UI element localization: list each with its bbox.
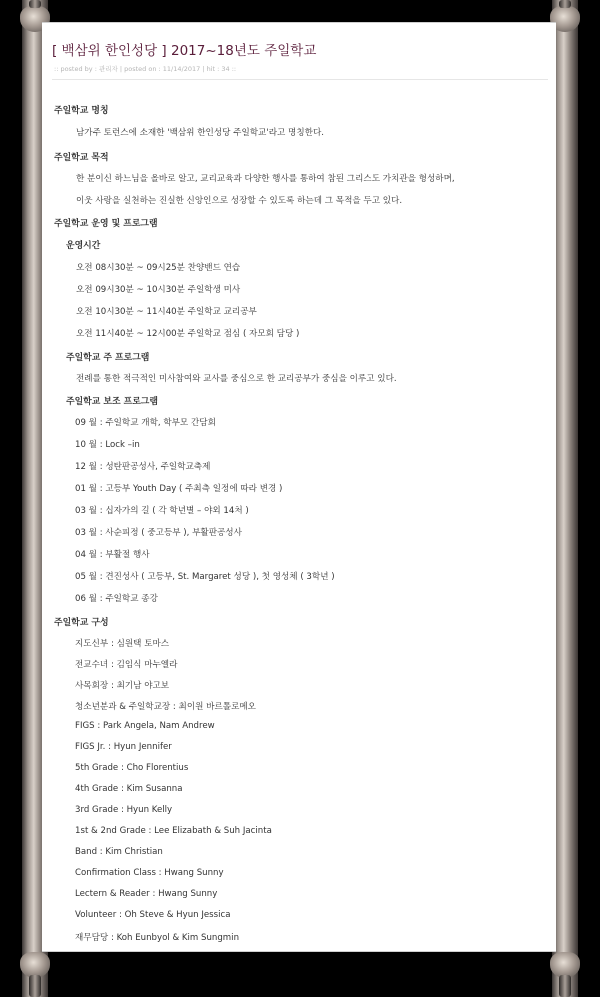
aux-program-item: 12 월 : 성탄판공성사, 주일학교축제 (75, 462, 211, 472)
section-text-purpose-line: 한 분이신 하느님을 올바로 알고, 교리교육과 다양한 행사를 통하여 참된 그리스도 가치관을 형성하며, (76, 174, 455, 184)
staff-item: 재무담당 : Koh Eunbyol & Kim Sungmin (75, 933, 240, 943)
post-meta: :: posted by : 관리자 | posted on : 11/14/2017 | hit : 34 :: (54, 65, 237, 73)
staff-item: Band : Kim Christian (75, 847, 163, 857)
section-heading-purpose: 주일학교 목적 (54, 153, 109, 163)
section-heading-name: 주일학교 명칭 (54, 106, 109, 116)
subheading-hours: 운영시간 (66, 241, 101, 251)
aux-program-item: 10 월 : Lock –in (75, 440, 140, 450)
staff-item: 전교수녀 : 김임식 마누엘라 (75, 660, 178, 670)
staff-item: 3rd Grade : Hyun Kelly (75, 805, 173, 815)
aux-program-item: 04 월 : 부활절 행사 (75, 550, 150, 560)
subheading-main-program: 주일학교 주 프로그램 (66, 353, 150, 363)
section-text-purpose-line: 이웃 사랑을 실천하는 진실한 신앙인으로 성장할 수 있도록 하는데 그 목적을 두고 있다. (76, 196, 403, 206)
staff-item: 5th Grade : Cho Florentius (75, 763, 189, 773)
aux-program-item: 06 월 : 주일학교 종강 (75, 594, 158, 604)
scroll-paper (42, 22, 556, 952)
staff-item: 1st & 2nd Grade : Lee Elizabath & Suh Jacinta (75, 826, 272, 836)
aux-program-item: 03 월 : 십자가의 길 ( 각 학년별 – 야외 14처 ) (75, 506, 249, 516)
hours-item: 오전 09시30분 ~ 10시30분 주일학생 미사 (76, 285, 241, 295)
staff-item: Confirmation Class : Hwang Sunny (75, 868, 224, 878)
staff-item: 청소년분과 & 주일학교장 : 최이원 바르톨로메오 (75, 702, 256, 712)
staff-item: FIGS : Park Angela, Nam Andrew (75, 721, 215, 731)
staff-item: Lectern & Reader : Hwang Sunny (75, 889, 218, 899)
staff-item: FIGS Jr. : Hyun Jennifer (75, 742, 172, 752)
staff-item: 4th Grade : Kim Susanna (75, 784, 183, 794)
main-program-text: 전례를 통한 적극적인 미사참여와 교사를 중심으로 한 교리공부가 중심을 이루고 있다. (76, 374, 397, 384)
title-divider (52, 79, 548, 80)
section-text-name: 남가주 토런스에 소재한 '백삼위 한인성당 주일학교'라고 명칭한다. (76, 128, 324, 138)
aux-program-item: 09 월 : 주일학교 개학, 학부모 간담회 (75, 418, 216, 428)
staff-item: Volunteer : Oh Steve & Hyun Jessica (75, 910, 231, 920)
scroll-tip-top-right (559, 0, 571, 8)
aux-program-item: 01 월 : 고등부 Youth Day ( 주최측 일정에 따라 변경 ) (75, 484, 283, 494)
scroll-tip-bottom-right (559, 975, 571, 997)
section-heading-program: 주일학교 운영 및 프로그램 (54, 219, 158, 229)
hours-item: 오전 10시30분 ~ 11시40분 주일학교 교리공부 (76, 307, 257, 317)
hours-item: 오전 11시40분 ~ 12시00분 주일학교 점심 ( 자모회 담당 ) (76, 329, 300, 339)
scroll-tip-bottom-left (29, 975, 41, 997)
hours-item: 오전 08시30분 ~ 09시25분 찬양밴드 연습 (76, 263, 241, 273)
aux-program-item: 05 월 : 견진성사 ( 고등부, St. Margaret 성당 ), 첫 영성체 ( 3학년 ) (75, 572, 335, 582)
staff-item: 지도신부 : 심원택 토마스 (75, 639, 170, 649)
subheading-aux-program: 주일학교 보조 프로그램 (66, 397, 158, 407)
scroll-tip-top-left (29, 0, 41, 8)
aux-program-item: 03 월 : 사순피정 ( 중고등부 ), 부활판공성사 (75, 528, 242, 538)
post-title: [ 백삼위 한인성당 ] 2017~18년도 주일학교 (52, 43, 317, 59)
staff-item: 사목회장 : 최기남 야고보 (75, 681, 170, 691)
section-heading-staff: 주일학교 구성 (54, 618, 109, 628)
